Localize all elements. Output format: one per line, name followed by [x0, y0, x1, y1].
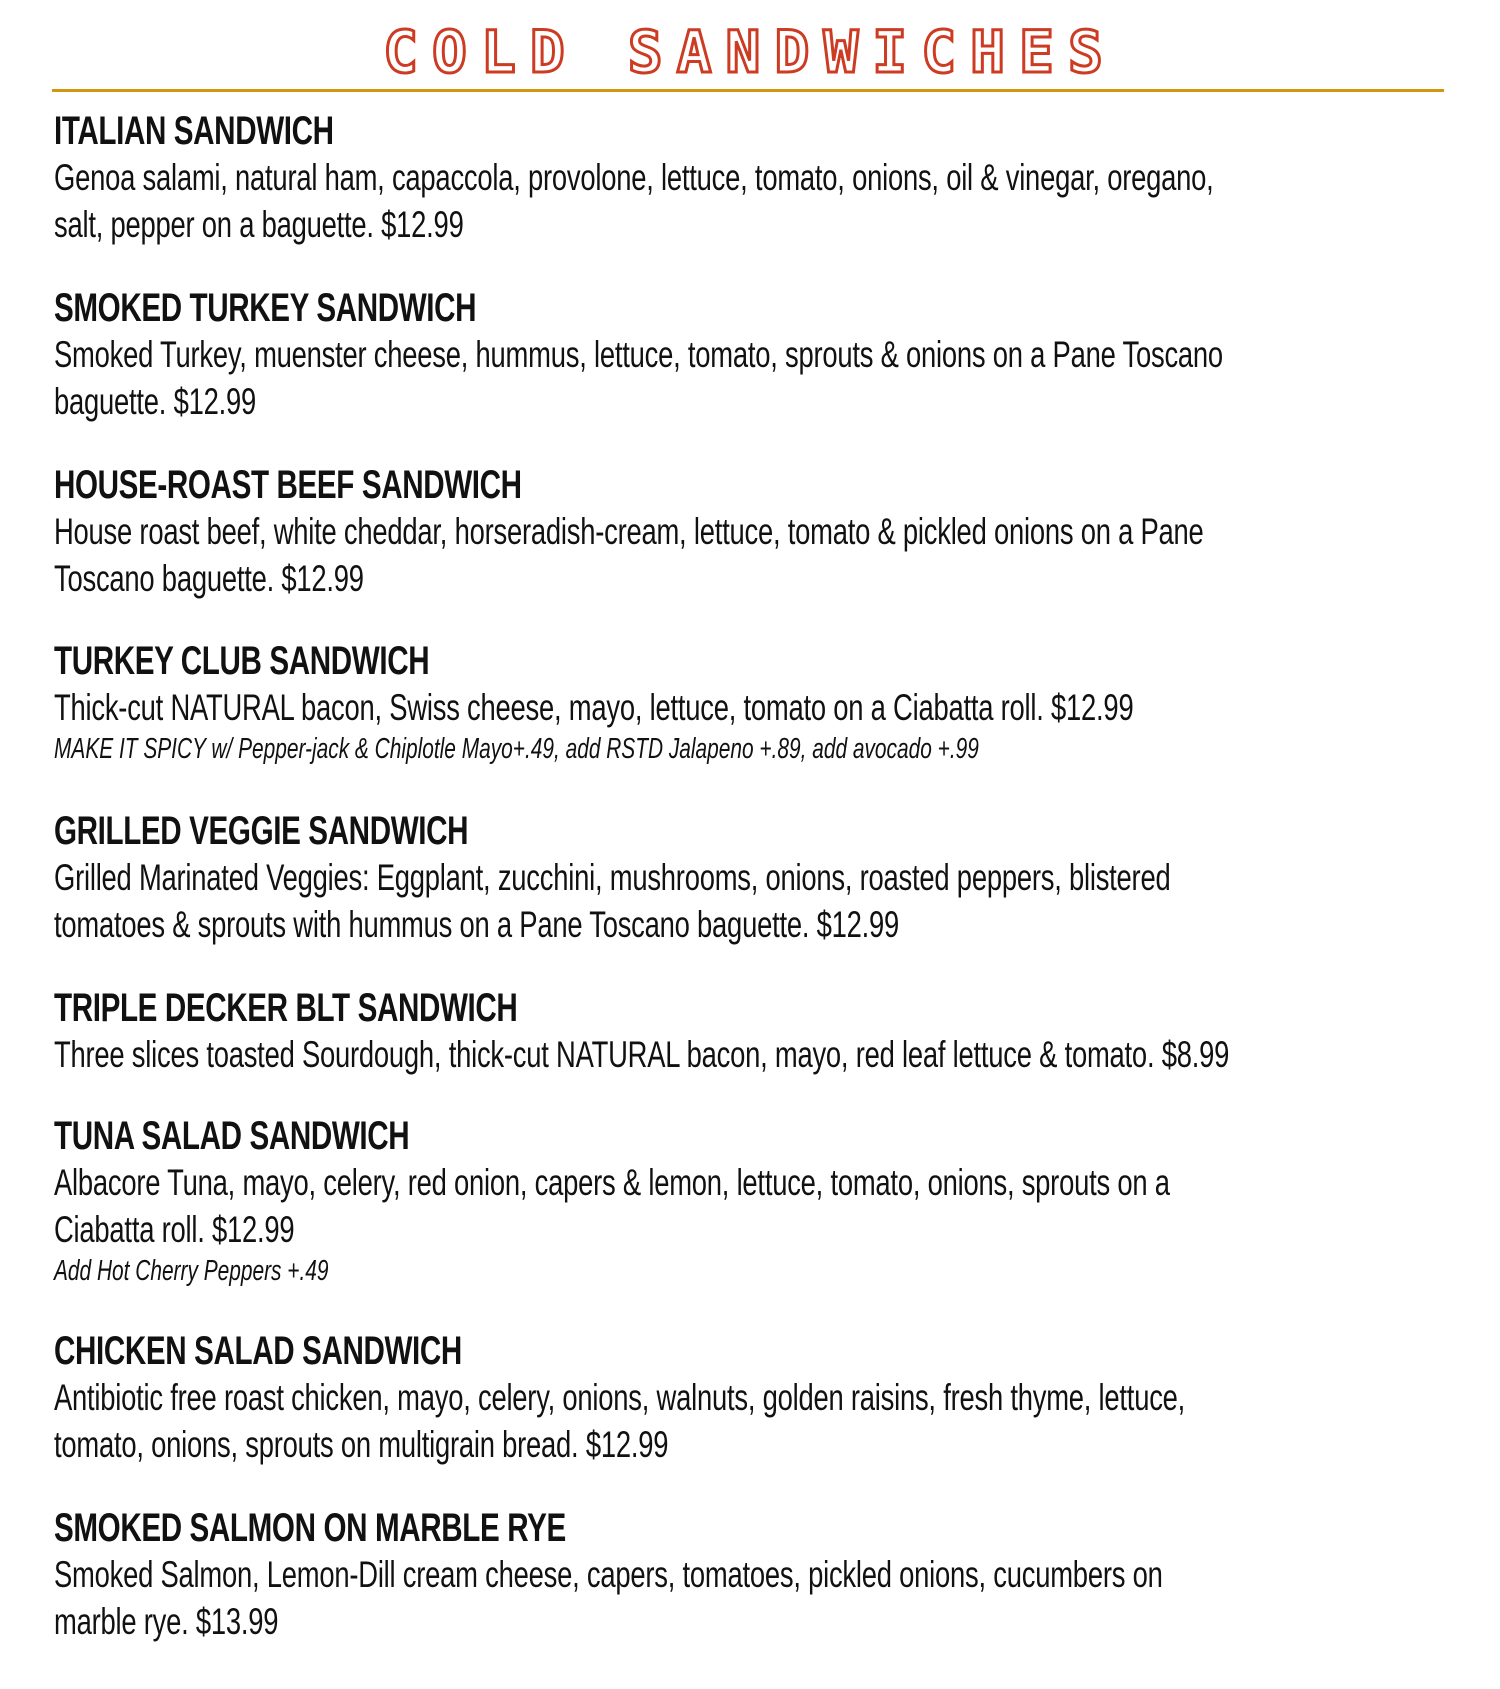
item-addon-note: Add Hot Cherry Peppers +.49	[54, 1255, 329, 1287]
item-description: House roast beef, white cheddar, horseradish-cream, lettuce, tomato & pickled onions on a Pane Toscano baguette. $12.99	[54, 511, 1204, 599]
item-description: Thick-cut NATURAL bacon, Swiss cheese, mayo, lettuce, tomato on a Ciabatta roll. $12.99	[54, 687, 1134, 728]
item-name: TUNA SALAD SANDWICH	[54, 1114, 410, 1158]
item-name: GRILLED VEGGIE SANDWICH	[54, 809, 469, 853]
item-description: Smoked Turkey, muenster cheese, hummus, lettuce, tomato, sprouts & onions on a Pane Toscano baguette. $12.99	[54, 334, 1223, 422]
menu-item-roast-beef	[54, 462, 1494, 602]
item-name: HOUSE-ROAST BEEF SANDWICH	[54, 463, 522, 507]
item-description: Smoked Salmon, Lemon-Dill cream cheese, capers, tomatoes, pickled onions, cucumbers on marble rye. $13.99	[54, 1554, 1163, 1642]
menu-item-smoked-turkey	[54, 285, 1494, 425]
menu-item-italian	[54, 108, 1494, 248]
item-description: Albacore Tuna, mayo, celery, red onion, capers & lemon, lettuce, tomato, onions, sprouts on a Ciabatta roll. $12.99	[54, 1162, 1170, 1250]
item-name: TURKEY CLUB SANDWICH	[54, 639, 430, 683]
section-title: COLD SANDWICHES	[383, 18, 1117, 86]
menu-item-grilled-veggie	[54, 808, 1494, 948]
menu-item-turkey-club	[54, 638, 1494, 767]
menu-item-tuna-salad	[54, 1113, 1494, 1289]
item-name: SMOKED TURKEY SANDWICH	[54, 286, 477, 330]
item-description: Three slices toasted Sourdough, thick-cut NATURAL bacon, mayo, red leaf lettuce & tomato. $8.99	[54, 1034, 1230, 1075]
item-description: Grilled Marinated Veggies: Eggplant, zucchini, mushrooms, onions, roasted peppers, blistered tomatoes & sprouts with hummus on a Pane Toscano baguette. $12.99	[54, 857, 1171, 945]
item-name: SMOKED SALMON ON MARBLE RYE	[54, 1506, 566, 1550]
item-name: CHICKEN SALAD SANDWICH	[54, 1329, 462, 1373]
menu-item-chicken-salad	[54, 1328, 1494, 1468]
title-divider	[52, 89, 1444, 92]
item-name: TRIPLE DECKER BLT SANDWICH	[54, 986, 518, 1030]
item-description: Genoa salami, natural ham, capaccola, provolone, lettuce, tomato, onions, oil & vinegar, oregano, salt, pepper on a baguette. $12.99	[54, 157, 1214, 245]
menu-item-smoked-salmon	[54, 1505, 1494, 1645]
menu-item-blt	[54, 985, 1494, 1078]
item-description: Antibiotic free roast chicken, mayo, celery, onions, walnuts, golden raisins, fresh thyme, lettuce, tomato, onions, sprouts on multigrain bread. $12.99	[54, 1377, 1186, 1465]
item-addon-note: MAKE IT SPICY w/ Pepper-jack & Chiplotle Mayo+.49, add RSTD Jalapeno +.89, add avocado +.99	[54, 733, 979, 765]
item-name: ITALIAN SANDWICH	[54, 109, 334, 153]
